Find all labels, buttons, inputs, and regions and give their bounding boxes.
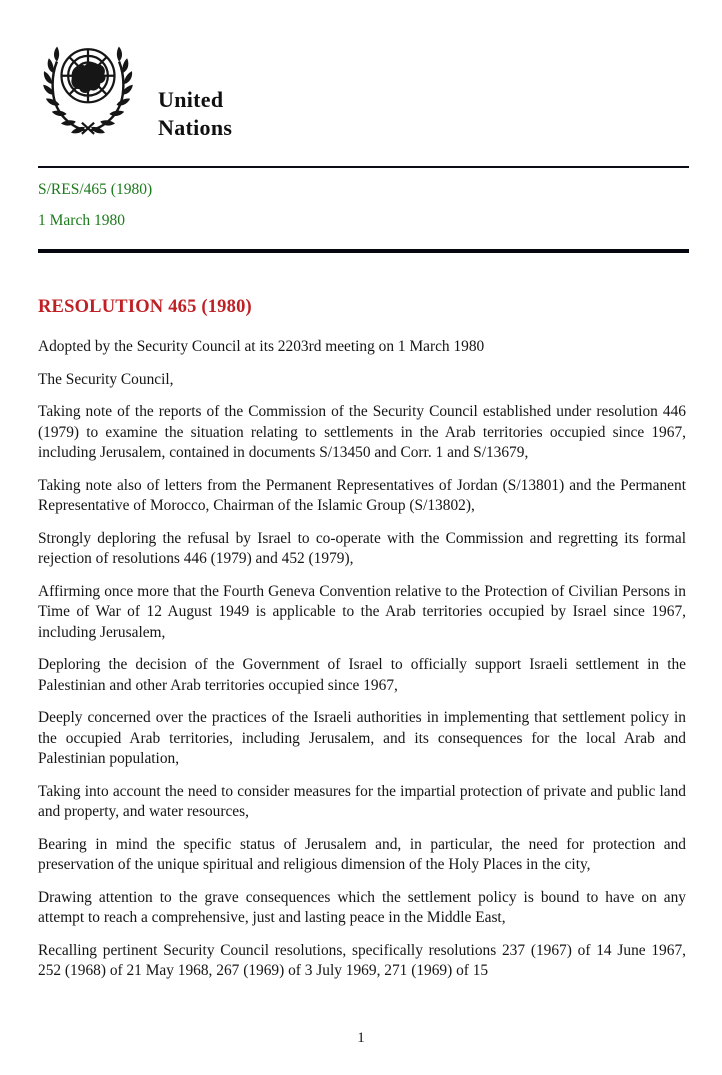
org-name: [158, 86, 232, 142]
paragraph-taking-into-account: Taking into account the need to consider measures for the impartial protection of private and public land and property, and water resources,: [38, 782, 686, 820]
paragraph-adopted: Adopted by the Security Council at its 2203rd meeting on 1 March 1980: [38, 338, 485, 355]
header-rule-thin: [38, 166, 689, 168]
un-emblem-icon: [37, 35, 139, 141]
header-rule-thick: [38, 249, 689, 253]
resolution-body: [38, 297, 686, 994]
org-name-line1: United: [158, 87, 224, 112]
paragraph-affirming: Affirming once more that the Fourth Geneva Convention relative to the Protection of Civilian Persons in Time of War of 12 August 1949 is applicable to the Arab territories occupied by Israel since 1967, including Jerusalem,: [38, 582, 686, 641]
paragraph-deeply-concerned: Deeply concerned over the practices of the Israeli authorities in implementing that settlement policy in the occupied Arab territories, including Jerusalem, and its consequences for the local Arab and Palestinian population,: [38, 709, 686, 767]
document-reference: S/RES/465 (1980): [38, 181, 153, 198]
page-number: 1: [357, 1030, 365, 1046]
document-date: 1 March 1980: [38, 212, 125, 229]
paragraph-recalling: Recalling pertinent Security Council resolutions, specifically resolutions 237 (1967) of 14 June 1967, 252 (1968) of 21 May 1968, 267 (1969) of 3 July 1969, 271 (1969) of 15: [38, 941, 686, 979]
paragraph-taking-note: Taking note of the reports of the Commission of the Security Council established under resolution 446 (1979) to examine the situation relating to settlements in the Arab territories occupied since 1967, including Jerusalem, contained in documents S/13450 and Corr. 1 and S/13679,: [38, 403, 686, 461]
paragraph-strongly-deploring: Strongly deploring the refusal by Israel to co-operate with the Commission and regretting its formal rejection of resolutions 446 (1979) and 452 (1979),: [38, 529, 686, 567]
paragraph-deploring: Deploring the decision of the Government of Israel to officially support Israeli settlement in the Palestinian and other Arab territories occupied since 1967,: [38, 656, 686, 694]
paragraph-taking-note-also: Taking note also of letters from the Permanent Representatives of Jordan (S/13801) and the Permanent Representative of Morocco, Chairman of the Islamic Group (S/13802),: [38, 476, 686, 514]
org-name-line2: Nations: [158, 115, 233, 140]
paragraph-security-council: The Security Council,: [38, 370, 174, 388]
paragraph-bearing-in-mind: Bearing in mind the specific status of Jerusalem and, in particular, the need for protection and preservation of the unique spiritual and religious dimension of the Holy Places in the city,: [38, 835, 686, 873]
resolution-title: RESOLUTION 465 (1980): [38, 297, 252, 317]
paragraph-drawing-attention: Drawing attention to the grave consequences which the settlement policy is bound to have on any attempt to reach a comprehensive, just and lasting peace in the Middle East,: [38, 888, 686, 926]
